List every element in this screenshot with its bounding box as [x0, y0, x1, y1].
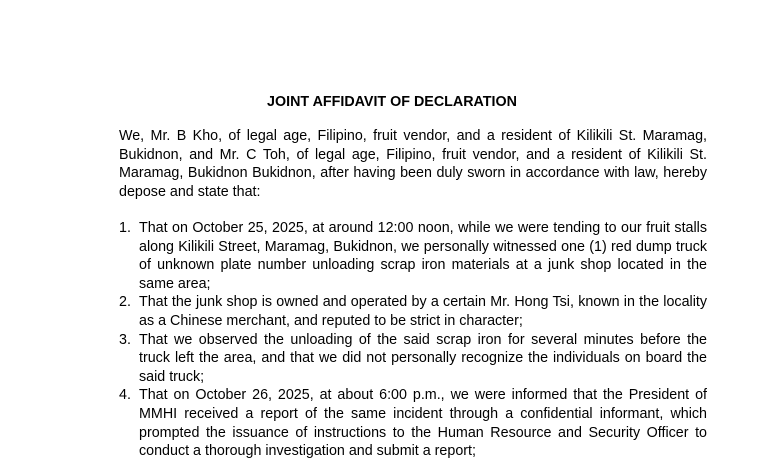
list-item	[119, 386, 707, 460]
list-item	[119, 331, 707, 387]
list-item-text: That we observed the unloading of the said scrap iron for several minutes before the truck left the area, and that we did not personally recognize the individuals on board the said truck;	[139, 331, 707, 385]
list-item	[119, 219, 707, 293]
list-item-number: 3.	[119, 331, 131, 348]
list-item-text: That on October 25, 2025, at around 12:00 noon, while we were tending to our fruit stalls along Kilikili Street, Maramag, Bukidnon, we personally witnessed one (1) red dump truck of unknown plate number unloading scrap iron materials at a junk shop located in the same area;	[139, 220, 707, 292]
list-item	[119, 293, 707, 330]
list-item-text: That on October 26, 2025, at about 6:00 p.m., we were informed that the President of MMHI received a report of the same incident through a confidential informant, which prompted the issuance of instructions to the Human Resource and Security Officer to conduct a thorough investigation and submit a report;	[139, 387, 707, 460]
list-item-text: That the junk shop is owned and operated by a certain Mr. Hong Tsi, known in the locality as a Chinese merchant, and reputed to be strict in character;	[139, 294, 707, 329]
statement-list	[119, 219, 707, 461]
document-title: JOINT AFFIDAVIT OF DECLARATION	[267, 94, 517, 110]
list-item-number: 1.	[119, 220, 131, 236]
list-item-number: 4.	[119, 387, 131, 404]
intro-paragraph: We, Mr. B Kho, of legal age, Filipino, fruit vendor, and a resident of Kilikili St. Maramag, Bukidnon, and Mr. C Toh, of legal age, Filipino, fruit vendor, and a resident of Kilikili St. Maramag, Bukidnon Bukidnon, after having been duly sworn in accordance with law, hereby depose and state that:	[119, 128, 707, 200]
list-item-number: 2.	[119, 294, 131, 311]
